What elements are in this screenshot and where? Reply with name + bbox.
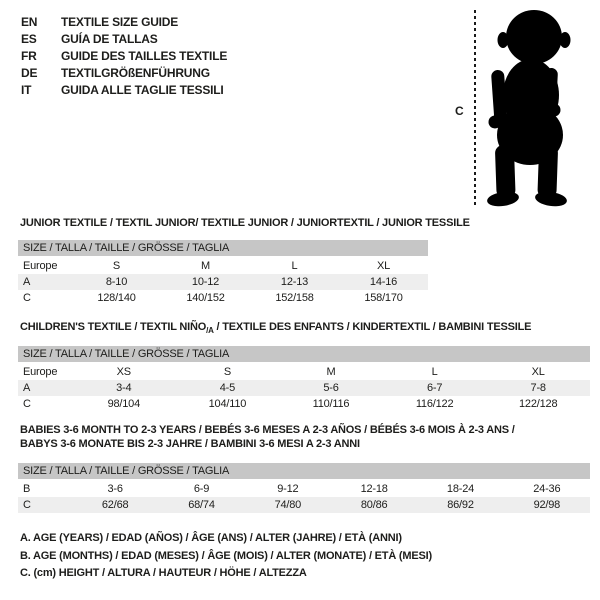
height-measure-label: C [455,104,464,118]
table-cell: 5-6 [323,382,339,394]
table-cell: 7-8 [530,382,546,394]
language-code: IT [21,83,32,97]
baby-silhouette-icon [483,10,573,208]
junior-table-title-text: JUNIOR TEXTILE / TEXTIL JUNIOR/ TEXTILE JUNIOR / JUNIORTEXTIL / JUNIOR TESSILE [20,217,470,229]
table-cell: 6-7 [426,382,443,394]
table-cell: 8-10 [105,276,128,288]
babies-table-title [20,423,515,451]
junior-table [18,240,428,306]
table-cell: 68/74 [188,499,215,511]
table-cell: 128/140 [97,292,136,304]
table-cell: 3-4 [116,382,132,394]
language-row [21,65,227,82]
language-row [21,31,227,48]
table-cell: 10-12 [191,276,220,288]
table-cell: 12-13 [280,276,309,288]
table-cell: 62/68 [101,499,129,511]
table-cell: 4-5 [219,382,236,394]
table-row [18,497,590,513]
table-cell: 98/104 [107,398,141,410]
table-row [18,258,428,274]
babies-table-title-line1: BABIES 3-6 MONTH TO 2-3 YEARS / BEBÉS 3-6 MESES A 2-3 AÑOS / BÉBÉS 3-6 MOIS À 2-3 ANS / [20,424,515,436]
junior-table-title [20,216,470,230]
language-code: ES [21,32,37,46]
table-row [18,364,590,380]
language-row [21,82,227,99]
babies-table-title-line2: BABYS 3-6 MONATE BIS 2-3 JAHRE / BAMBINI 3-6 MESI A 2-3 ANNI [20,438,360,450]
height-measure-line [474,10,476,208]
table-cell: 116/122 [415,398,454,410]
table-row [18,380,590,396]
table-cell: 74/80 [274,499,302,511]
table-row [18,274,428,290]
row-label: C [23,499,31,511]
language-row [21,14,227,31]
language-row [21,48,227,65]
table-cell: 152/158 [275,292,314,304]
table-cell: 92/98 [533,499,561,511]
language-code: FR [21,49,37,63]
footnote: B. AGE (MONTHS) / EDAD (MESES) / ÂGE (MOIS) / ALTER (MONATE) / ETÀ (MESI) [20,549,432,562]
table-cell: 3-6 [107,483,123,495]
table-row [18,481,590,497]
row-label: C [23,292,31,304]
table-cell: L [291,260,298,272]
table-cell: 24-36 [533,483,561,495]
babies-table [18,463,590,513]
table-cell: 158/170 [364,292,403,304]
language-code: DE [21,66,38,80]
language-list [21,14,227,99]
table-cell: 104/110 [208,398,247,410]
children-table [18,346,590,412]
table-cell: 6-9 [193,483,210,495]
row-label: C [23,398,31,410]
children-table-title-post: / TEXTILE DES ENFANTS / KINDERTEXTIL / BAMBINI TESSILE [213,321,532,333]
children-table-title [20,320,531,338]
table-cell: 9-12 [277,483,299,495]
language-title: GUIDE DES TAILLES TEXTILE [61,49,228,63]
footnote: C. (cm) HEIGHT / ALTURA / HAUTEUR / HÖHE / ALTEZZA [20,567,307,579]
row-label: Europe [23,260,58,272]
table-cell: M [326,366,336,378]
table-cell: 12-18 [360,483,388,495]
table-size-header: SIZE / TALLA / TAILLE / GRÖSSE / TAGLIA [18,463,590,479]
language-title: TEXTILGRÖßENFÜHRUNG [61,66,210,80]
children-table-title-pre: CHILDREN'S TEXTILE / TEXTIL NIÑO [20,321,207,333]
table-cell: L [431,366,438,378]
table-cell: M [201,260,210,272]
footnotes [20,530,432,583]
language-title: GUÍA DE TALLAS [61,32,158,46]
row-label: A [23,382,31,394]
table-cell: 122/128 [519,398,558,410]
table-row [18,396,590,412]
table-cell: S [112,260,121,272]
row-label: A [23,276,31,288]
table-cell: S [223,366,231,378]
table-cell: XL [376,260,391,272]
table-size-header: SIZE / TALLA / TAILLE / GRÖSSE / TAGLIA [18,346,590,362]
children-table-title-sub: /A [206,326,214,336]
table-cell: 110/116 [312,398,350,410]
table-cell: 18-24 [446,483,475,495]
footnote: A. AGE (YEARS) / EDAD (AÑOS) / ÂGE (ANS) / ALTER (JAHRE) / ETÀ (ANNI) [20,532,402,544]
table-size-header: SIZE / TALLA / TAILLE / GRÖSSE / TAGLIA [18,240,428,256]
table-cell: 86/92 [447,499,474,511]
language-code: EN [21,15,38,29]
table-cell: 14-16 [369,276,398,288]
row-label: Europe [23,366,58,378]
row-label: B [23,483,31,495]
table-cell: 80/86 [360,499,388,511]
table-cell: 140/152 [186,292,225,304]
language-title: TEXTILE SIZE GUIDE [61,15,179,29]
table-row [18,290,428,306]
table-cell: XS [116,366,131,378]
table-cell: XL [531,366,545,378]
language-title: GUIDA ALLE TAGLIE TESSILI [61,83,224,97]
